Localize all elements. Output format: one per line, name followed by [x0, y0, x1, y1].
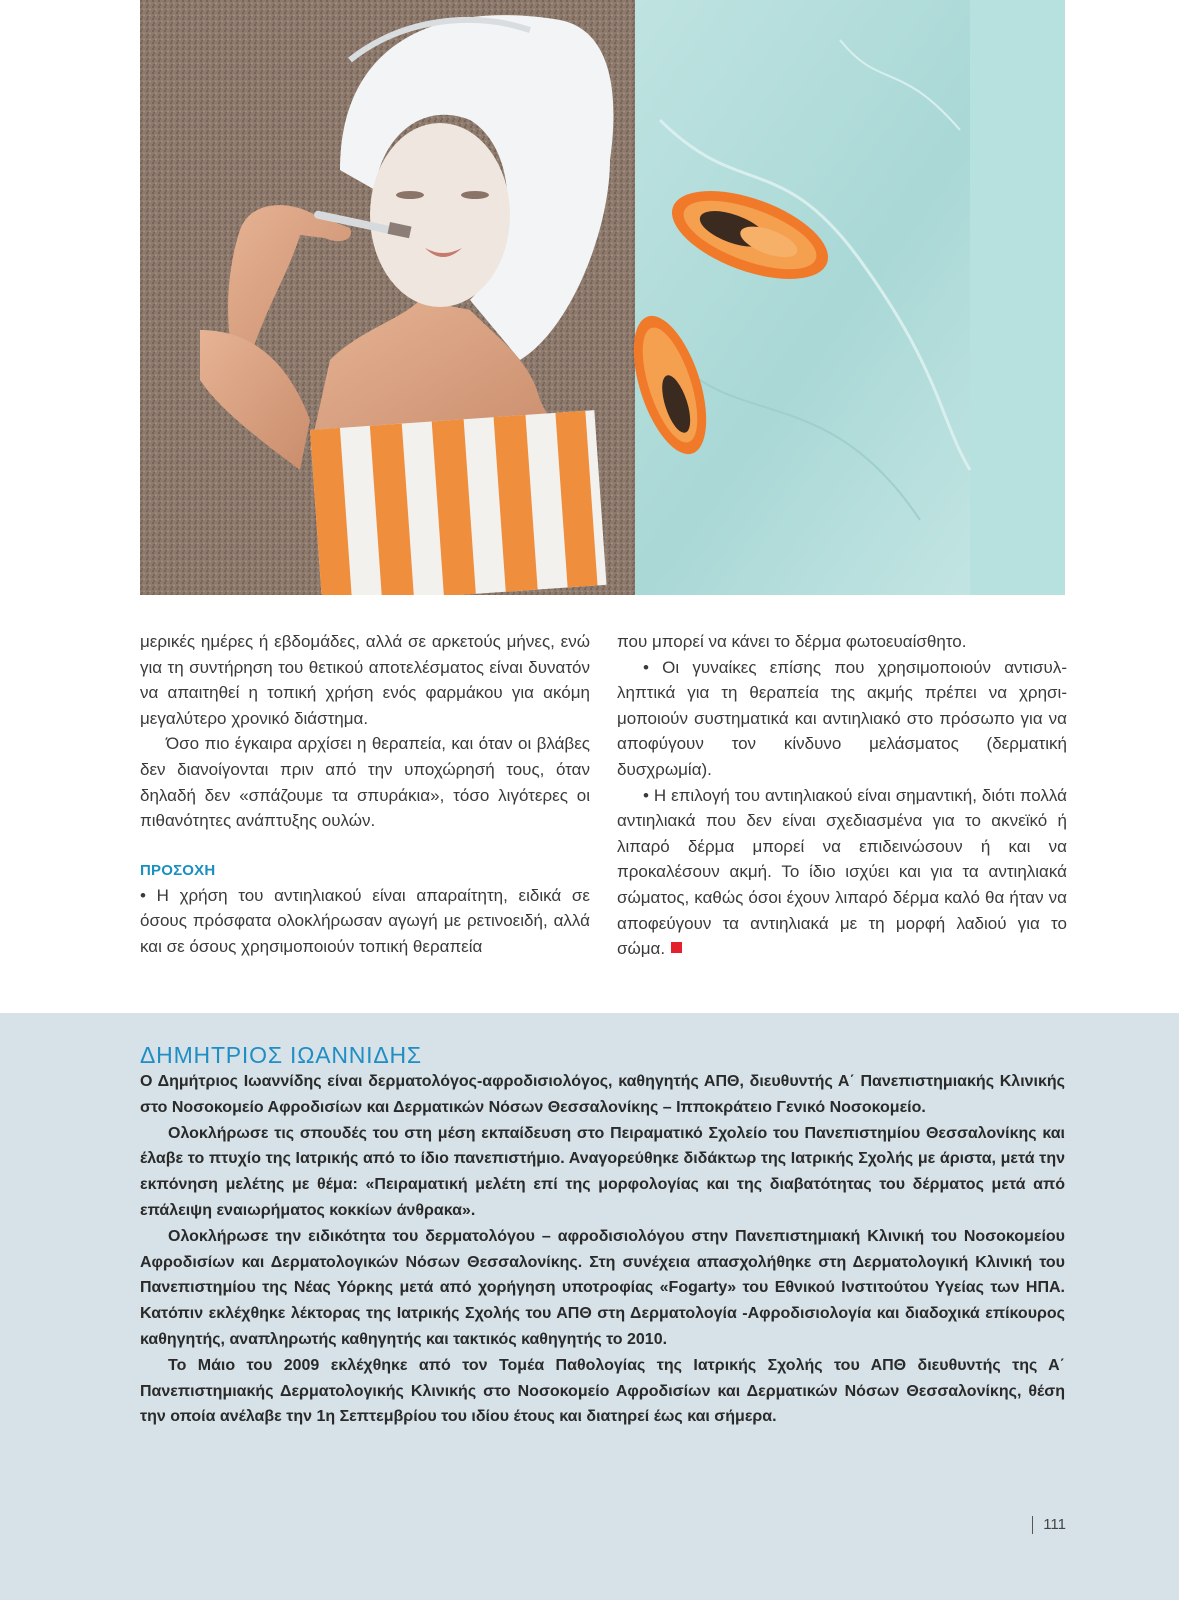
- right-paragraph-1: που μπορεί να κάνει το δέρμα φωτοευαίσθητο.: [617, 632, 967, 651]
- left-paragraph-1: μερικές ημέρες ή εβδομάδες, αλλά σε αρκετούς μήνες, ενώ για τη συντήρηση του θετικού αποτελέσματος είναι δυνατόν να απαιτηθεί η τοπική χρήση ενός φαρμάκου για ακόμη μεγαλύτερο χρονικό διάστημα.: [140, 632, 590, 728]
- bio-paragraph-3: Ολοκλήρωσε την ειδικότητα του δερματολόγου – αφροδισιολόγου στην Πανεπιστημιακή Κλινική του Νοσοκομείου Αφροδισίων και Δερματολογικών Νόσων Θεσσαλονίκης. Στη συνέχεια απασχολήθηκε στη Δερματολογική Κλινική του Πανεπιστημίου της Νέας Υόρκης μετά από χορήγηση υποτροφίας «Fogarty» του Εθνικού Ινστιτούτου Υγείας των ΗΠΑ. Κατόπιν εκλέχθηκε λέκτορας της Ιατρικής Σχολής του ΑΠΘ στη Δερματολογία -Αφροδισιολογία και διαδοχικά επίκουρος καθηγητής, αναπληρωτής καθηγητής και τακτικός καθηγητής το 2010.: [140, 1227, 1065, 1348]
- right-paragraph-3: [617, 783, 1067, 962]
- bio-paragraph-1: Ο Δημήτριος Ιωαννίδης είναι δερματολόγος-αφροδισιολόγος, καθηγητής ΑΠΘ, διευθυντής Α΄ Πανεπιστημιακής Κλινικής στο Νοσοκομείο Αφροδισίων και Δερματικών Νόσων Θεσσαλονίκης – Ιπποκράτειο Γενικό Νοσοκομείο.: [140, 1073, 1065, 1116]
- end-of-article-icon: [671, 942, 682, 953]
- article-photo: [140, 0, 1065, 595]
- warning-heading: ΠΡΟΣΟΧΗ: [140, 861, 216, 879]
- woman-face-mask-papaya-photo: [140, 0, 1065, 595]
- bio-paragraph-2: Ολοκλήρωσε τις σπουδές του στη μέση εκπαίδευση στο Πειραματικό Σχολείο του Πανεπιστημίου Θεσσαλονίκης και έλαβε το πτυχίο της Ιατρικής από το ίδιο πανεπιστήμιο. Αναγορεύθηκε διδάκτωρ της Ιατρικής Σχολής με άριστα, μετά την εκπόνηση μελέτης με θέμα: «Πειραματική μελέτη επί της μορφολογίας και της διαβατότητας του δέρματος μετά από επάλειψη εναιωρήματος κοκκίων άνθρακα».: [140, 1124, 1065, 1219]
- right-column: [617, 629, 1067, 962]
- author-name: ΔΗΜΗΤΡΙΟΣ ΙΩΑΝΝΙΔΗΣ: [140, 1042, 422, 1068]
- bio-paragraph-4: Το Μάιο του 2009 εκλέχθηκε από τον Τομέα Παθολογίας της Ιατρικής Σχολής του ΑΠΘ διευθυντής της Α΄ Πανεπιστημιακής Δερματολογικής Κλινικής στο Νοσοκομείο Αφροδισίων και Δερματικών Νόσων Θεσσαλονίκης, θέση την οποία ανέλαβε την 1η Σεπτεμβρίου του ιδίου έτους και διατηρεί έως και σήμερα.: [140, 1356, 1065, 1426]
- author-bio-panel: [0, 1013, 1179, 1600]
- left-paragraph-2: Όσο πιο έγκαιρα αρχίσει η θεραπεία, και όταν οι βλάβες δεν διανοίγονται πριν από την υποχώρησή τους, όταν δηλαδή δεν «σπάζουμε τα σπυράκια», τόσο λιγότερες οι πιθανότητες ανάπτυξης ουλών.: [140, 734, 590, 831]
- left-column: [140, 629, 590, 960]
- left-paragraph-3: • Η χρήση του αντιηλιακού είναι απαραίτητη, ειδικά σε όσους πρόσφατα ολοκλήρωσαν αγωγή με ρετινοειδή, αλλά και σε όσους χρησιμοποιούν τοπική θεραπεία: [140, 885, 590, 956]
- author-bio-content: [140, 1041, 1065, 1430]
- right-paragraph-3-text: • Η επιλογή του αντιηλιακού είναι σημαντική, διότι πολλά αντιηλιακά που δεν είναι σχεδιασμένα για το ακνεϊκό ή λιπαρό δέρμα μπορεί να επιδεινώσουν ή και να προκαλέσουν ακμή. Το ίδιο ισχύει και για τα αντιηλιακά σώματος, καθώς όσοι έχουν λιπαρό δέρμα καλό θα ήταν να αποφεύγουν τα αντιηλιακά με τη μορφή λαδιού για το σώμα.: [617, 785, 1067, 959]
- page-number: 111: [1032, 1516, 1066, 1534]
- right-paragraph-2: • Οι γυναίκες επίσης που χρησιμοποιούν αντισυλληπτικά για τη θεραπεία της ακμής πρέπει να χρησιμοποιούν συστηματικά και αντιηλιακό στο πρόσωπο για να αποφύγουν τον κίνδυνο μελάσματος (δερματική δυσχρωμία).: [617, 657, 1067, 779]
- article-columns: [140, 629, 1065, 974]
